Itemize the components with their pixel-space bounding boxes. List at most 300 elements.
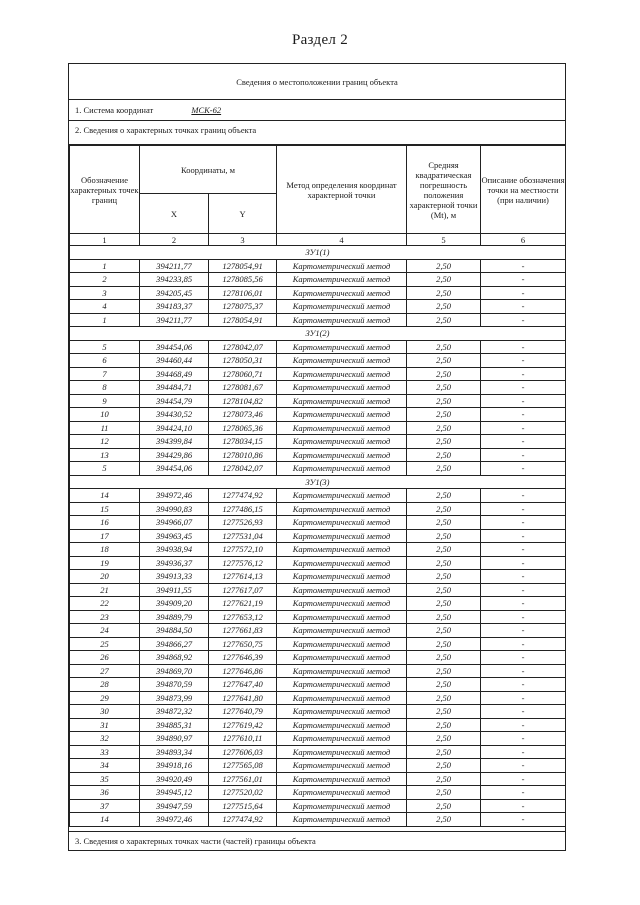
table-row — [70, 583, 566, 597]
table-row — [70, 637, 566, 651]
table-row — [70, 313, 566, 327]
point-number: 12 — [70, 435, 140, 449]
precision: 2,50 — [407, 799, 481, 813]
table-row — [70, 448, 566, 462]
method: Картометрический метод — [277, 516, 407, 530]
point-number: 20 — [70, 570, 140, 584]
description: - — [481, 489, 566, 503]
table-row — [70, 691, 566, 705]
precision: 2,50 — [407, 448, 481, 462]
coord-x: 394454,06 — [140, 340, 209, 354]
precision: 2,50 — [407, 462, 481, 476]
precision: 2,50 — [407, 435, 481, 449]
points-table-body — [70, 234, 566, 827]
method: Картометрический метод — [277, 637, 407, 651]
precision: 2,50 — [407, 678, 481, 692]
precision: 2,50 — [407, 772, 481, 786]
coord-y: 1277486,15 — [209, 502, 277, 516]
method: Картометрический метод — [277, 786, 407, 800]
method: Картометрический метод — [277, 300, 407, 314]
coord-x: 394909,20 — [140, 597, 209, 611]
table-row — [70, 556, 566, 570]
description: - — [481, 448, 566, 462]
precision: 2,50 — [407, 610, 481, 624]
description: - — [481, 300, 566, 314]
description: - — [481, 502, 566, 516]
location-title: Сведения о местоположении границ объекта — [69, 64, 565, 100]
table-row — [70, 664, 566, 678]
coord-y: 1277572,10 — [209, 543, 277, 557]
coord-x: 394963,45 — [140, 529, 209, 543]
description: - — [481, 664, 566, 678]
section3-label: 3. Сведения о характерных точках части (частей) границы объекта — [69, 831, 565, 850]
table-row — [70, 570, 566, 584]
coord-x: 394889,79 — [140, 610, 209, 624]
precision: 2,50 — [407, 624, 481, 638]
section-row — [70, 246, 566, 260]
table-row — [70, 813, 566, 827]
description: - — [481, 597, 566, 611]
coord-y: 1277646,86 — [209, 664, 277, 678]
precision: 2,50 — [407, 354, 481, 368]
coord-y: 1278075,37 — [209, 300, 277, 314]
section-row — [70, 327, 566, 341]
point-number: 33 — [70, 745, 140, 759]
section2-label: 2. Сведения о характерных точках границ объекта — [69, 121, 565, 145]
description: - — [481, 529, 566, 543]
method: Картометрический метод — [277, 718, 407, 732]
column-index: 4 — [277, 234, 407, 246]
point-number: 1 — [70, 313, 140, 327]
method: Картометрический метод — [277, 381, 407, 395]
coord-x: 394868,92 — [140, 651, 209, 665]
coord-y: 1277515,64 — [209, 799, 277, 813]
table-row — [70, 772, 566, 786]
coord-y: 1277650,75 — [209, 637, 277, 651]
coord-y: 1277576,12 — [209, 556, 277, 570]
method: Картометрический метод — [277, 624, 407, 638]
point-number: 24 — [70, 624, 140, 638]
coord-y: 1277621,19 — [209, 597, 277, 611]
precision: 2,50 — [407, 651, 481, 665]
coord-y: 1278010,86 — [209, 448, 277, 462]
coord-y: 1277520,02 — [209, 786, 277, 800]
table-row — [70, 678, 566, 692]
point-number: 14 — [70, 813, 140, 827]
point-number: 36 — [70, 786, 140, 800]
precision: 2,50 — [407, 394, 481, 408]
section-name: ЗУ1(1) — [70, 246, 566, 260]
coord-y: 1277526,93 — [209, 516, 277, 530]
description: - — [481, 678, 566, 692]
table-row — [70, 435, 566, 449]
coord-x: 394205,45 — [140, 286, 209, 300]
col-precision-header: Средняя квадратическая погрешность положения характерной точки (Mt), м — [407, 146, 481, 234]
description: - — [481, 394, 566, 408]
table-row — [70, 610, 566, 624]
description: - — [481, 583, 566, 597]
description: - — [481, 624, 566, 638]
coord-system-value: МСК-62 — [191, 105, 222, 115]
coord-y: 1278085,56 — [209, 273, 277, 287]
col-method-header: Метод определения координат характерной точки — [277, 146, 407, 234]
point-number: 18 — [70, 543, 140, 557]
method: Картометрический метод — [277, 813, 407, 827]
method: Картометрический метод — [277, 259, 407, 273]
description: - — [481, 556, 566, 570]
coord-y: 1278050,31 — [209, 354, 277, 368]
section-row — [70, 475, 566, 489]
description: - — [481, 286, 566, 300]
coord-y: 1278065,36 — [209, 421, 277, 435]
table-row — [70, 705, 566, 719]
coord-x: 394913,33 — [140, 570, 209, 584]
precision: 2,50 — [407, 664, 481, 678]
coord-y: 1278054,91 — [209, 259, 277, 273]
coord-x: 394918,16 — [140, 759, 209, 773]
precision: 2,50 — [407, 732, 481, 746]
point-number: 35 — [70, 772, 140, 786]
coord-x: 394468,49 — [140, 367, 209, 381]
coord-x: 394430,52 — [140, 408, 209, 422]
table-row — [70, 529, 566, 543]
description: - — [481, 732, 566, 746]
description: - — [481, 610, 566, 624]
table-row — [70, 786, 566, 800]
point-number: 8 — [70, 381, 140, 395]
point-number: 6 — [70, 354, 140, 368]
description: - — [481, 813, 566, 827]
point-number: 15 — [70, 502, 140, 516]
coord-x: 394945,12 — [140, 786, 209, 800]
precision: 2,50 — [407, 705, 481, 719]
description: - — [481, 259, 566, 273]
description: - — [481, 759, 566, 773]
coord-x: 394911,55 — [140, 583, 209, 597]
method: Картометрический метод — [277, 556, 407, 570]
point-number: 29 — [70, 691, 140, 705]
table-row — [70, 651, 566, 665]
description: - — [481, 408, 566, 422]
method: Картометрический метод — [277, 273, 407, 287]
point-number: 27 — [70, 664, 140, 678]
column-index: 3 — [209, 234, 277, 246]
table-row — [70, 367, 566, 381]
coord-x: 394454,06 — [140, 462, 209, 476]
method: Картометрический метод — [277, 529, 407, 543]
precision: 2,50 — [407, 367, 481, 381]
coord-system-row — [69, 100, 565, 121]
precision: 2,50 — [407, 502, 481, 516]
precision: 2,50 — [407, 597, 481, 611]
method: Картометрический метод — [277, 651, 407, 665]
precision: 2,50 — [407, 286, 481, 300]
coord-x: 394890,97 — [140, 732, 209, 746]
coord-system-label: 1. Система координат — [75, 105, 154, 115]
method: Картометрический метод — [277, 597, 407, 611]
method: Картометрический метод — [277, 772, 407, 786]
precision: 2,50 — [407, 691, 481, 705]
precision: 2,50 — [407, 637, 481, 651]
table-row — [70, 502, 566, 516]
precision: 2,50 — [407, 543, 481, 557]
description: - — [481, 570, 566, 584]
method: Картометрический метод — [277, 543, 407, 557]
point-number: 26 — [70, 651, 140, 665]
description: - — [481, 799, 566, 813]
method: Картометрический метод — [277, 664, 407, 678]
precision: 2,50 — [407, 300, 481, 314]
method: Картометрический метод — [277, 705, 407, 719]
column-index: 2 — [140, 234, 209, 246]
coord-y: 1278060,71 — [209, 367, 277, 381]
point-number: 13 — [70, 448, 140, 462]
description: - — [481, 435, 566, 449]
point-number: 3 — [70, 286, 140, 300]
table-row — [70, 408, 566, 422]
description: - — [481, 637, 566, 651]
point-number: 32 — [70, 732, 140, 746]
method: Картометрический метод — [277, 678, 407, 692]
coord-x: 394884,50 — [140, 624, 209, 638]
coord-x: 394869,70 — [140, 664, 209, 678]
coord-x: 394972,46 — [140, 813, 209, 827]
table-row — [70, 759, 566, 773]
coord-x: 394211,77 — [140, 259, 209, 273]
point-number: 23 — [70, 610, 140, 624]
precision: 2,50 — [407, 259, 481, 273]
description: - — [481, 340, 566, 354]
coord-x: 394866,27 — [140, 637, 209, 651]
coord-x: 394936,37 — [140, 556, 209, 570]
coord-y: 1278034,15 — [209, 435, 277, 449]
coord-y: 1278042,07 — [209, 340, 277, 354]
coord-x: 394885,31 — [140, 718, 209, 732]
method: Картометрический метод — [277, 340, 407, 354]
method: Картометрический метод — [277, 313, 407, 327]
method: Картометрический метод — [277, 394, 407, 408]
coord-y: 1278054,91 — [209, 313, 277, 327]
precision: 2,50 — [407, 489, 481, 503]
method: Картометрический метод — [277, 799, 407, 813]
precision: 2,50 — [407, 313, 481, 327]
point-number: 10 — [70, 408, 140, 422]
coord-x: 394947,59 — [140, 799, 209, 813]
column-index-row — [70, 234, 566, 246]
point-number: 14 — [70, 489, 140, 503]
col-x-header: X — [140, 194, 209, 234]
point-number: 22 — [70, 597, 140, 611]
coord-y: 1278081,67 — [209, 381, 277, 395]
coord-x: 394454,79 — [140, 394, 209, 408]
table-row — [70, 543, 566, 557]
coord-x: 394870,59 — [140, 678, 209, 692]
table-row — [70, 259, 566, 273]
coord-y: 1277617,07 — [209, 583, 277, 597]
precision: 2,50 — [407, 583, 481, 597]
section-name: ЗУ1(3) — [70, 475, 566, 489]
precision: 2,50 — [407, 516, 481, 530]
point-number: 34 — [70, 759, 140, 773]
point-number: 4 — [70, 300, 140, 314]
description: - — [481, 273, 566, 287]
table-row — [70, 516, 566, 530]
description: - — [481, 462, 566, 476]
coord-y: 1277619,42 — [209, 718, 277, 732]
table-row — [70, 799, 566, 813]
point-number: 37 — [70, 799, 140, 813]
table-row — [70, 718, 566, 732]
point-number: 5 — [70, 462, 140, 476]
col-y-header: Y — [209, 194, 277, 234]
points-table — [69, 145, 566, 827]
method: Картометрический метод — [277, 745, 407, 759]
description: - — [481, 421, 566, 435]
description: - — [481, 313, 566, 327]
coord-y: 1277614,13 — [209, 570, 277, 584]
precision: 2,50 — [407, 408, 481, 422]
point-number: 21 — [70, 583, 140, 597]
point-number: 5 — [70, 340, 140, 354]
description: - — [481, 651, 566, 665]
coord-y: 1277661,83 — [209, 624, 277, 638]
description: - — [481, 691, 566, 705]
coord-y: 1277531,04 — [209, 529, 277, 543]
point-number: 28 — [70, 678, 140, 692]
table-row — [70, 354, 566, 368]
description: - — [481, 367, 566, 381]
point-number: 19 — [70, 556, 140, 570]
precision: 2,50 — [407, 421, 481, 435]
coord-x: 394990,83 — [140, 502, 209, 516]
coord-x: 394972,46 — [140, 489, 209, 503]
col-description-header: Описание обозначения точки на местности (при наличии) — [481, 146, 566, 234]
coord-x: 394211,77 — [140, 313, 209, 327]
method: Картометрический метод — [277, 408, 407, 422]
table-row — [70, 732, 566, 746]
point-number: 7 — [70, 367, 140, 381]
method: Картометрический метод — [277, 435, 407, 449]
section-name: ЗУ1(2) — [70, 327, 566, 341]
col-coords-header: Координаты, м — [140, 146, 277, 194]
coord-y: 1277565,08 — [209, 759, 277, 773]
coord-x: 394966,07 — [140, 516, 209, 530]
coord-y: 1278106,01 — [209, 286, 277, 300]
page-title: Раздел 2 — [291, 32, 349, 48]
coord-y: 1277640,79 — [209, 705, 277, 719]
precision: 2,50 — [407, 570, 481, 584]
method: Картометрический метод — [277, 286, 407, 300]
point-number: 16 — [70, 516, 140, 530]
coord-x: 394484,71 — [140, 381, 209, 395]
point-number: 25 — [70, 637, 140, 651]
point-number: 11 — [70, 421, 140, 435]
precision: 2,50 — [407, 381, 481, 395]
coord-x: 394460,44 — [140, 354, 209, 368]
point-number: 17 — [70, 529, 140, 543]
coord-y: 1277653,12 — [209, 610, 277, 624]
coord-x: 394183,37 — [140, 300, 209, 314]
coord-y: 1277641,80 — [209, 691, 277, 705]
table-row — [70, 394, 566, 408]
description: - — [481, 381, 566, 395]
coord-y: 1277610,11 — [209, 732, 277, 746]
coord-y: 1278073,46 — [209, 408, 277, 422]
precision: 2,50 — [407, 718, 481, 732]
column-index: 1 — [70, 234, 140, 246]
column-index: 5 — [407, 234, 481, 246]
description: - — [481, 543, 566, 557]
method: Картометрический метод — [277, 421, 407, 435]
point-number: 2 — [70, 273, 140, 287]
coord-y: 1277646,39 — [209, 651, 277, 665]
table-row — [70, 340, 566, 354]
method: Картометрический метод — [277, 462, 407, 476]
method: Картометрический метод — [277, 354, 407, 368]
method: Картометрический метод — [277, 691, 407, 705]
point-number: 9 — [70, 394, 140, 408]
description: - — [481, 718, 566, 732]
coord-y: 1277474,92 — [209, 813, 277, 827]
col-designation-header: Обозначение характерных точек границ — [70, 146, 140, 234]
coord-x: 394233,85 — [140, 273, 209, 287]
coord-x: 394872,32 — [140, 705, 209, 719]
coord-y: 1277561,01 — [209, 772, 277, 786]
coord-x: 394399,84 — [140, 435, 209, 449]
coord-y: 1277474,92 — [209, 489, 277, 503]
precision: 2,50 — [407, 745, 481, 759]
coord-x: 394920,49 — [140, 772, 209, 786]
description: - — [481, 772, 566, 786]
description: - — [481, 705, 566, 719]
coord-y: 1277606,03 — [209, 745, 277, 759]
coord-x: 394873,99 — [140, 691, 209, 705]
description: - — [481, 516, 566, 530]
coord-y: 1278042,07 — [209, 462, 277, 476]
description: - — [481, 354, 566, 368]
table-row — [70, 286, 566, 300]
column-index: 6 — [481, 234, 566, 246]
precision: 2,50 — [407, 340, 481, 354]
coord-x: 394424,10 — [140, 421, 209, 435]
table-row — [70, 421, 566, 435]
table-row — [70, 300, 566, 314]
precision: 2,50 — [407, 786, 481, 800]
coord-x: 394938,94 — [140, 543, 209, 557]
method: Картометрический метод — [277, 583, 407, 597]
method: Картометрический метод — [277, 759, 407, 773]
table-row — [70, 745, 566, 759]
table-row — [70, 489, 566, 503]
point-number: 31 — [70, 718, 140, 732]
description: - — [481, 786, 566, 800]
coord-x: 394893,34 — [140, 745, 209, 759]
coord-y: 1277647,40 — [209, 678, 277, 692]
method: Картометрический метод — [277, 570, 407, 584]
method: Картометрический метод — [277, 502, 407, 516]
point-number: 30 — [70, 705, 140, 719]
point-number: 1 — [70, 259, 140, 273]
method: Картометрический метод — [277, 610, 407, 624]
precision: 2,50 — [407, 813, 481, 827]
coord-y: 1278104,82 — [209, 394, 277, 408]
method: Картометрический метод — [277, 448, 407, 462]
table-row — [70, 273, 566, 287]
precision: 2,50 — [407, 529, 481, 543]
boundary-info-frame — [68, 63, 566, 851]
table-row — [70, 597, 566, 611]
method: Картометрический метод — [277, 732, 407, 746]
